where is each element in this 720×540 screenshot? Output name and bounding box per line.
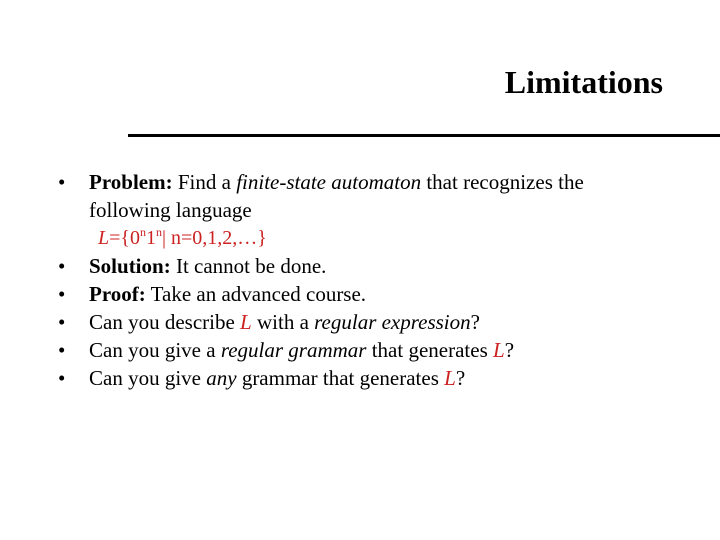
item-text: Can you give a <box>89 338 221 362</box>
item-lead: Proof: <box>89 282 146 306</box>
bullet-icon: • <box>58 282 66 306</box>
item-text: that recognizes the <box>421 170 584 194</box>
item-text: Can you describe <box>89 310 241 334</box>
language-symbol: L <box>444 366 456 390</box>
list-item-solution <box>58 252 698 280</box>
language-symbol: L <box>240 310 252 334</box>
exponent: n <box>140 225 147 239</box>
list-item-regex <box>58 308 698 336</box>
bullet-icon: • <box>58 366 66 390</box>
item-text: following language <box>89 198 252 222</box>
item-lead: Solution: <box>89 254 171 278</box>
item-text: with a <box>251 310 315 334</box>
item-text: Take an advanced course. <box>145 282 367 306</box>
item-text: ? <box>504 338 515 362</box>
bullet-icon: • <box>58 310 66 334</box>
list-item-problem <box>58 168 698 224</box>
item-emphasis: regular grammar <box>220 338 367 362</box>
bullet-list <box>58 168 698 392</box>
bullet-icon: • <box>58 338 66 362</box>
item-emphasis: finite-state automaton <box>236 170 422 194</box>
language-symbol: L <box>493 338 505 362</box>
bullet-icon: • <box>58 170 66 194</box>
language-definition <box>58 224 698 252</box>
item-text: ? <box>470 310 480 334</box>
item-text: Find a <box>172 170 237 194</box>
exponent: n <box>156 225 163 239</box>
item-text: It cannot be done. <box>170 254 327 278</box>
item-text: grammar that generates <box>236 366 445 390</box>
list-item-any-grammar <box>58 364 698 392</box>
language-text: 1 <box>146 227 157 249</box>
bullet-icon: • <box>58 254 66 278</box>
list-item-regular-grammar <box>58 336 698 364</box>
title-underline <box>128 134 720 137</box>
slide-title: Limitations <box>504 64 663 100</box>
list-item-proof <box>58 280 698 308</box>
language-symbol: L <box>98 227 110 249</box>
item-text: that generates <box>366 338 493 362</box>
language-text: | n=0,1,2,…} <box>162 227 267 249</box>
item-text: Can you give <box>89 366 207 390</box>
item-lead: Problem: <box>89 170 173 194</box>
language-text: ={0 <box>109 227 141 249</box>
item-emphasis: any <box>206 366 237 390</box>
item-emphasis: regular expression <box>314 310 471 334</box>
item-text: ? <box>455 366 466 390</box>
